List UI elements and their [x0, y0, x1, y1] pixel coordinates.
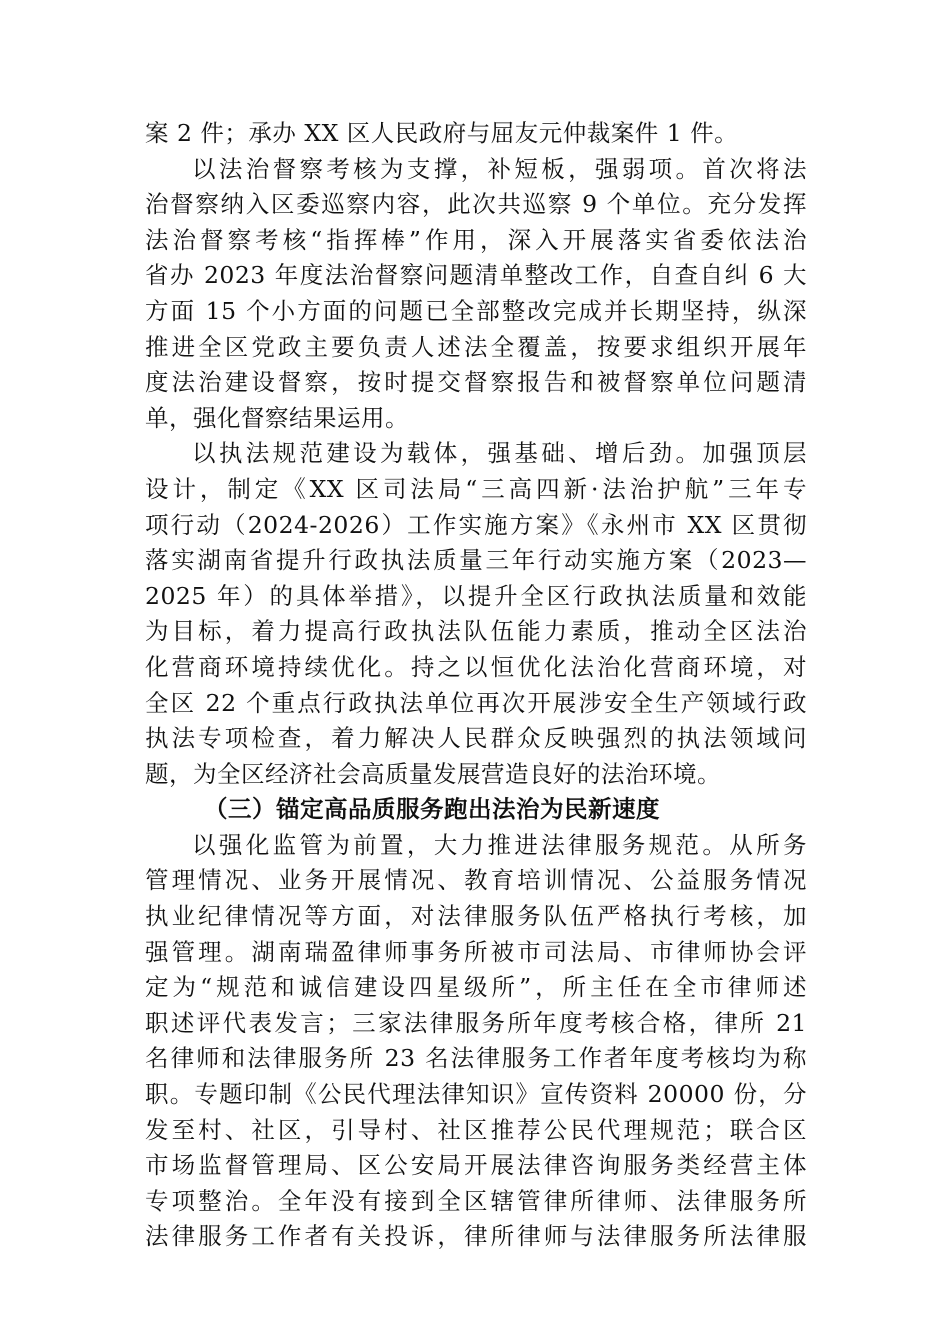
text-line: 管理情况、业务开展情况、教育培训情况、公益服务情况 [145, 866, 807, 895]
text-line: 推进全区党政主要负责人述法全覆盖，按要求组织开展年 [145, 332, 807, 361]
text-line: 定为“规范和诚信建设四星级所”，所主任在全市律师述 [145, 973, 807, 1002]
text-line: 案 2 件；承办 XX 区人民政府与屈友元仲裁案件 1 件。 [145, 119, 739, 147]
text-line: 设计，制定《XX 区司法局“三高四新·法治护航”三年专 [145, 474, 807, 503]
text-line: 强管理。湖南瑞盈律师事务所被市司法局、市律师协会评 [145, 937, 807, 966]
text-line: 职述评代表发言；三家法律服务所年度考核合格，律所 21 [145, 1008, 807, 1037]
text-line: 落实湖南省提升行政执法质量三年行动实施方案（2023— [145, 546, 807, 575]
text-line: 2025 年）的具体举措》，以提升全区行政执法质量和效能 [145, 581, 807, 610]
text-line: 省办 2023 年度法治督察问题清单整改工作，自查自纠 6 大 [145, 261, 807, 290]
document-body [145, 116, 807, 1255]
text-line: 法治督察考核“指挥棒”作用，深入开展落实省委依法治 [145, 225, 807, 254]
text-line: 治督察纳入区委巡察内容，此次共巡察 9 个单位。充分发挥 [145, 190, 807, 219]
text-line: 化营商环境持续优化。持之以恒优化法治化营商环境，对 [145, 652, 807, 681]
paragraph-first-line: 以法治督察考核为支撑，补短板，强弱项。首次将法 [192, 154, 807, 183]
text-line: 发至村、社区，引导村、社区推荐公民代理规范；联合区 [145, 1115, 807, 1144]
text-line: 执法专项检查，着力解决人民群众反映强烈的执法领域问 [145, 724, 807, 753]
text-line: 题，为全区经济社会高质量发展营造良好的法治环境。 [145, 759, 721, 788]
paragraph-first-line: 以执法规范建设为载体，强基础、增后劲。加强顶层 [192, 439, 807, 468]
text-line: 职。专题印制《公民代理法律知识》宣传资料 20000 份，分 [145, 1080, 807, 1109]
text-line: 方面 15 个小方面的问题已全部整改完成并长期坚持，纵深 [145, 296, 807, 325]
text-line: 为目标，着力提高行政执法队伍能力素质，推动全区法治 [145, 617, 807, 646]
text-line: 法律服务工作者有关投诉，律所律师与法律服务所法律服 [145, 1222, 807, 1251]
text-line: 项行动（2024-2026）工作实施方案》《永州市 XX 区贯彻 [145, 510, 807, 539]
text-line: 执业纪律情况等方面，对法律服务队伍严格执行考核，加 [145, 902, 807, 931]
text-line: 市场监督管理局、区公安局开展法律咨询服务类经营主体 [145, 1151, 807, 1180]
paragraph-first-line: 以强化监管为前置，大力推进法律服务规范。从所务 [192, 830, 807, 859]
text-line: 全区 22 个重点行政执法单位再次开展涉安全生产领域行政 [145, 688, 807, 717]
text-line: 度法治建设督察，按时提交督察报告和被督察单位问题清 [145, 368, 807, 397]
text-line: 名律师和法律服务所 23 名法律服务工作者年度考核均为称 [145, 1044, 807, 1073]
section-heading: （三）锚定高品质服务跑出法治为民新速度 [204, 795, 660, 824]
text-line: 单，强化督察结果运用。 [145, 403, 409, 432]
text-line: 专项整治。全年没有接到全区辖管律所律师、法律服务所 [145, 1186, 807, 1215]
